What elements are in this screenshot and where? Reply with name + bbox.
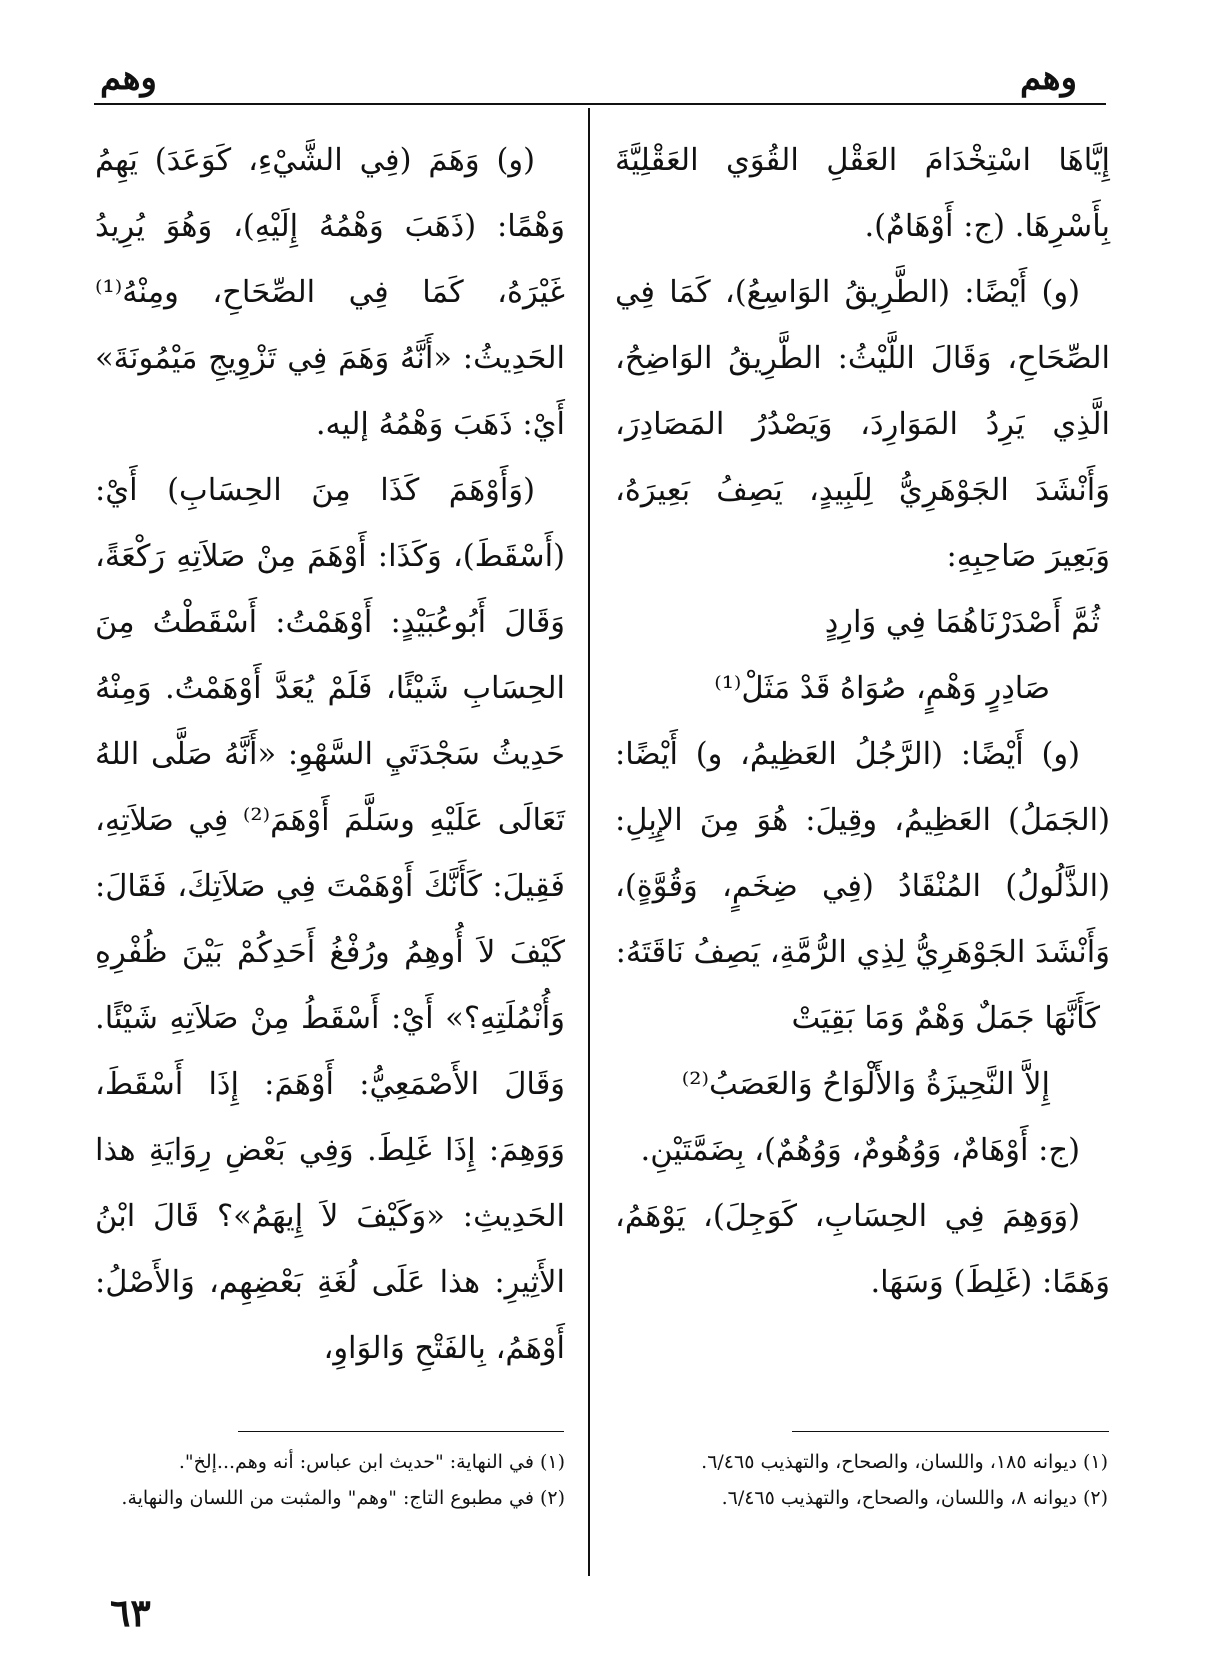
paragraph: إِيَّاهَا اسْتِخْدَامَ العَقْلِ القُوَي العَقْلِيَّةَ بِأَسْرِهَا. (ج: أَوْهَامٌ). [615,143,1110,244]
right-column [615,128,1110,1316]
verse-line: إِلاَّ النَّحِيزَةُ وَالأَلْوَاحُ وَالعَصَبُ⁽²⁾ [681,1067,1050,1102]
paragraph: (و) وَهَمَ (فِي الشَّيْءِ، كَوَعَدَ) يَهِمُ وَهْمًا: (ذَهَبَ وَهْمُهُ إِلَيْهِ)، وَهُوَ يُرِيدُ غَيْرَهُ، كَمَا فِي الصِّحَاحِ، ومِنْهُ⁽¹⁾ الحَدِيثُ: «أَنَّهُ وَهَمَ فِي تَزْوِيجِ مَيْمُونَةَ» أَيْ: ذَهَبَ وَهْمُهُ إليه. [95,143,565,442]
running-head-right: وهم [1020,58,1077,98]
footnote-rule-right [792,1431,1109,1432]
paragraph: (و) أَيْضًا: (الرَّجُلُ العَظِيمُ، و) أَيْضًا: (الجَمَلُ) العَظِيمُ، وقِيلَ: هُوَ مِنَ الإِبِلِ: (الذَّلُولُ) المُنْقَادُ (فِي ضِخَمٍ، وَقُوَّةٍ)، وَأَنْشَدَ الجَوْهَرِيُّ لِذِي الرُّمَّةِ، يَصِفُ نَاقَتَهُ: [615,737,1110,970]
footnotes-left [95,1444,565,1516]
footnotes-right [630,1444,1108,1516]
column-divider [588,108,590,1576]
footnote-rule-left [238,1431,564,1432]
verse-line: كَأَنَّهَا جَمَلٌ وَهْمٌ وَمَا بَقِيَتْ [791,1001,1100,1036]
footnote: (١) ديوانه ١٨٥، واللسان، والصحاح، والتهذيب ٦/٤٦٥. [701,1451,1108,1473]
footnote: (٢) ديوانه ٨، واللسان، والصحاح، والتهذيب ٦/٤٦٥. [721,1487,1108,1509]
paragraph: (ج: أَوْهَامٌ، وَوُهُومٌ، وَوُهُمٌ)، بِضَمَّتَيْنِ. [640,1133,1080,1168]
paragraph: (و) أَيْضًا: (الطَّرِيقُ الوَاسِعُ)، كَمَا فِي الصِّحَاحِ، وَقَالَ اللَّيْثُ: الطَّرِيقُ الوَاضِحُ، الَّذِي يَرِدُ المَوَارِدَ، وَيَصْدُرُ المَصَادِرَ، وَأَنْشَدَ الجَوْهَرِيُّ لِلَبِيدٍ، يَصِفُ بَعِيرَهُ، وَبَعِيرَ صَاحِبِهِ: [615,275,1110,574]
left-column [95,128,565,1382]
page-number: ٦٣ [110,1590,151,1635]
footnote: (٢) في مطبوع التاج: "وهم" والمثبت من اللسان والنهاية. [121,1487,565,1509]
paragraph: (وَوَهِمَ فِي الحِسَابِ، كَوَجِلَ)، يَوْهَمُ، وَهَمًا: (غَلِطَ) وَسَهَا. [615,1199,1110,1300]
running-head-left: وهم [100,58,157,98]
paragraph: (وَأَوْهَمَ كَذَا مِنَ الحِسَابِ) أَيْ: (أَسْقَطَ)، وَكَذَا: أَوْهَمَ مِنْ صَلاَتِهِ رَكْعَةً، وَقَالَ أَبُوعُبَيْدٍ: أَوْهَمْتُ: أَسْقَطْتُ مِنَ الحِسَابِ شَيْئًا، فَلَمْ يُعَدَّ أَوْهَمْتُ. وَمِنْهُ حَدِيثُ سَجْدَتَيِ السَّهْوِ: «أَنَّهُ صَلَّى اللهُ تَعَالَى عَلَيْهِ وسَلَّمَ أَوْهَمَ⁽²⁾ فِي صَلاَتِهِ، فَقِيلَ: كَأَنَّكَ أَوْهَمْتَ فِي صَلاَتِكَ، فَقَالَ: كَيْفَ لاَ أُوهِمُ ورُفْغُ أَحَدِكُمْ بَيْنَ ظُفْرِهِ وَأُنْمُلَتِهِ؟» أَيْ: أَسْقَطُ مِنْ صَلاَتِهِ شَيْئًا. وَقَالَ الأَصْمَعِيُّ: أَوْهَمَ: إِذَا أَسْقَطَ، وَوَهِمَ: إِذَا غَلِطَ. وَفِي بَعْضِ رِوَايَةِ هذا الحَدِيثِ: «وَكَيْفَ لاَ إِيهَمُ»؟ قَالَ ابْنُ الأَثِيرِ: هذا عَلَى لُغَةِ بَعْضِهِم، وَالأَصْلُ: أَوْهَمُ، بِالفَتْحِ وَالوَاوِ، [95,473,565,1366]
header-rule [94,103,1106,105]
footnote: (١) في النهاية: "حديث ابن عباس: أنه وهم...إلخ". [178,1451,565,1473]
verse-line: ثُمَّ أَصْدَرْنَاهُمَا فِي وَارِدٍ [824,605,1100,640]
verse-line: صَادِرٍ وَهْمٍ، صُوَاهُ قَدْ مَثَلْ⁽¹⁾ [714,671,1050,706]
